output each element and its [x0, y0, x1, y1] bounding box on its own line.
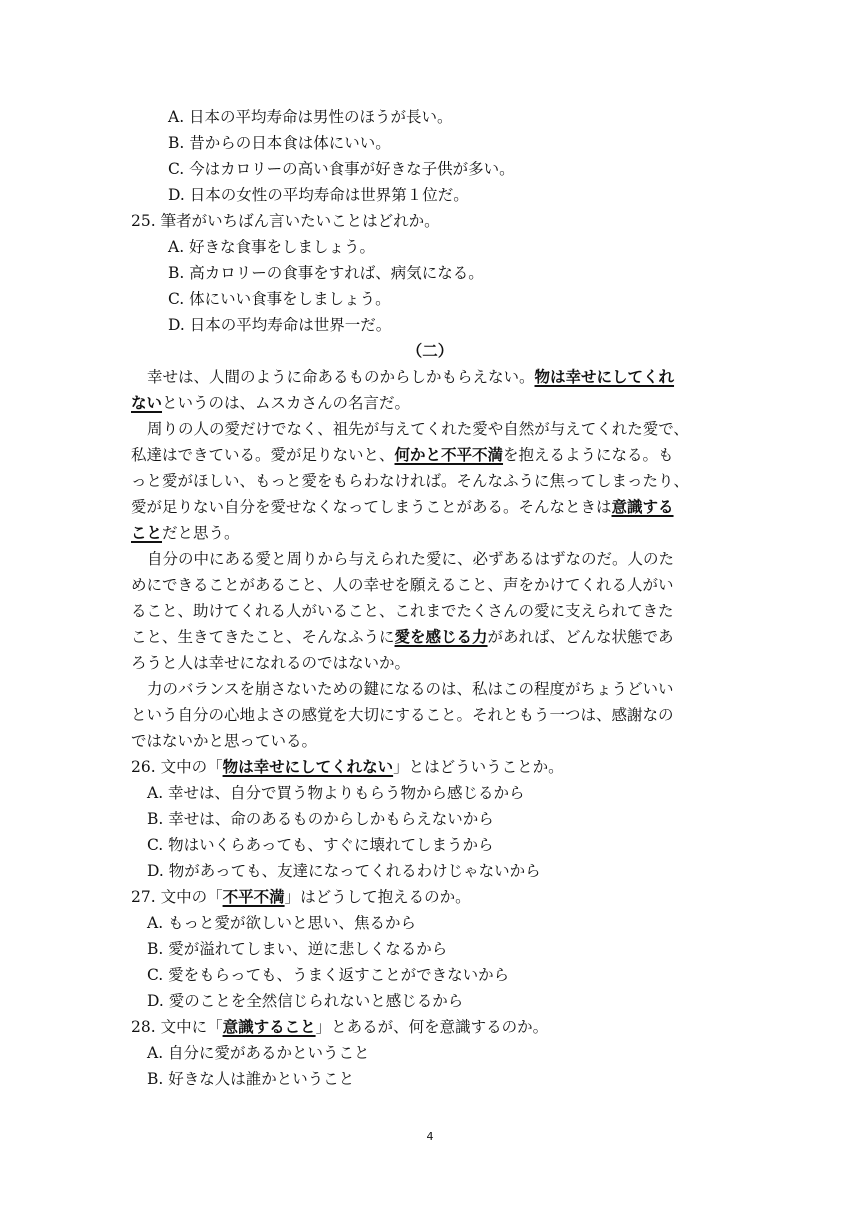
passage-line	[131, 625, 731, 649]
page-number: 4	[426, 1130, 434, 1143]
passage-line	[131, 521, 731, 545]
section-title: （二）	[406, 341, 454, 360]
q25-question: 25. 筆者がいちばん言いたいことはどれか。	[131, 212, 440, 230]
passage-text: だと思う。	[162, 524, 240, 542]
passage-text: 私達はできている。愛が足りないと、	[131, 446, 395, 464]
q26-option-a: A. 幸せは、自分で買う物よりもらう物から感じるから	[147, 784, 525, 802]
q25-option-a: A. 好きな食事をしましょう。	[168, 238, 376, 256]
question-text: 27. 文中の「	[131, 888, 223, 906]
passage-text: を抱えるようになる。も	[503, 446, 674, 464]
passage-line: ろうと人は幸せになれるのではないか。	[131, 654, 411, 672]
highlight-phrase: ない	[131, 393, 163, 412]
q25-option-b: B. 高カロリーの食事をすれば、病気になる。	[168, 264, 484, 282]
q25-option-c: C. 体にいい食事をしましょう。	[168, 290, 391, 308]
q26-option-b: B. 幸せは、命のあるものからしかもらえないから	[147, 810, 494, 828]
passage-line	[147, 365, 674, 389]
passage-line	[131, 443, 731, 467]
question-text: 28. 文中に「	[131, 1018, 223, 1036]
q28-option-b: B. 好きな人は誰かということ	[147, 1070, 355, 1088]
highlight-phrase: 意識すること	[222, 1017, 316, 1036]
q24-option-a: A. 日本の平均寿命は男性のほうが長い。	[168, 108, 453, 126]
q27-option-a: A. もっと愛が欲しいと思い、焦るから	[147, 914, 417, 932]
q28-question	[131, 1015, 548, 1039]
question-text: 」はどうして抱えるのか。	[284, 888, 471, 906]
q27-question	[131, 885, 471, 909]
q24-option-b: B. 昔からの日本食は体にいい。	[168, 134, 391, 152]
q26-question	[131, 755, 564, 779]
passage-line: めにできることがあること、人の幸せを願えること、声をかけてくれる人がい	[131, 576, 674, 594]
q26-option-d: D. 物があっても、友達になってくれるわけじゃないから	[147, 862, 541, 880]
passage-line: ること、助けてくれる人がいること、これまでたくさんの愛に支えられてきた	[131, 602, 674, 620]
q25-option-d: D. 日本の平均寿命は世界一だ。	[168, 316, 392, 334]
highlight-phrase: 物は幸せにしてくれ	[534, 367, 675, 386]
highlight-phrase: 何かと不平不満	[394, 445, 504, 464]
q27-option-d: D. 愛のことを全然信じられないと感じるから	[147, 992, 464, 1010]
q27-option-c: C. 愛をもらっても、うまく返すことができないから	[147, 966, 510, 984]
highlight-phrase: 不平不満	[222, 887, 285, 906]
passage-text: というのは、ムスカさんの名言だ。	[162, 394, 411, 412]
passage-text: があれば、どんな状態であ	[487, 628, 674, 646]
passage-line	[131, 495, 731, 519]
question-text: 」とあるが、何を意識するのか。	[315, 1018, 549, 1036]
passage-line: 周りの人の愛だけでなく、祖先が与えてくれた愛や自然が与えてくれた愛で、	[147, 420, 689, 438]
q24-option-d: D. 日本の女性の平均寿命は世界第１位だ。	[168, 186, 469, 204]
highlight-phrase: 物は幸せにしてくれない	[222, 757, 394, 776]
passage-text: 愛が足りない自分を愛せなくなってしまうことがある。そんなときは	[131, 498, 612, 516]
highlight-phrase: 愛を感じる力	[394, 627, 488, 646]
q26-option-c: C. 物はいくらあっても、すぐに壊れてしまうから	[147, 836, 494, 854]
passage-line: 力のバランスを崩さないための鍵になるのは、私はこの程度がちょうどいい	[147, 680, 674, 698]
question-text: 26. 文中の「	[131, 758, 223, 776]
passage-line: 自分の中にある愛と周りから与えられた愛に、必ずあるはずなのだ。人のた	[147, 550, 675, 568]
passage-text: こと、生きてきたこと、そんなふうに	[131, 628, 395, 646]
highlight-phrase: 意識する	[611, 497, 674, 516]
passage-line: ではないかと思っている。	[131, 732, 318, 750]
q28-option-a: A. 自分に愛があるかということ	[147, 1044, 370, 1062]
highlight-phrase: こと	[131, 523, 163, 542]
q24-option-c: C. 今はカロリーの高い食事が好きな子供が多い。	[168, 160, 515, 178]
q27-option-b: B. 愛が溢れてしまい、逆に悲しくなるから	[147, 940, 448, 958]
passage-line: という自分の心地よさの感覚を大切にすること。それともう一つは、感謝なの	[131, 706, 674, 724]
passage-line: っと愛がほしい、もっと愛をもらわなければ。そんなふうに焦ってしまったり、	[131, 472, 690, 490]
passage-line	[131, 391, 731, 415]
passage-text: 幸せは、人間のように命あるものからしかもらえない。	[147, 368, 535, 386]
question-text: 」とはどういうことか。	[393, 758, 564, 776]
